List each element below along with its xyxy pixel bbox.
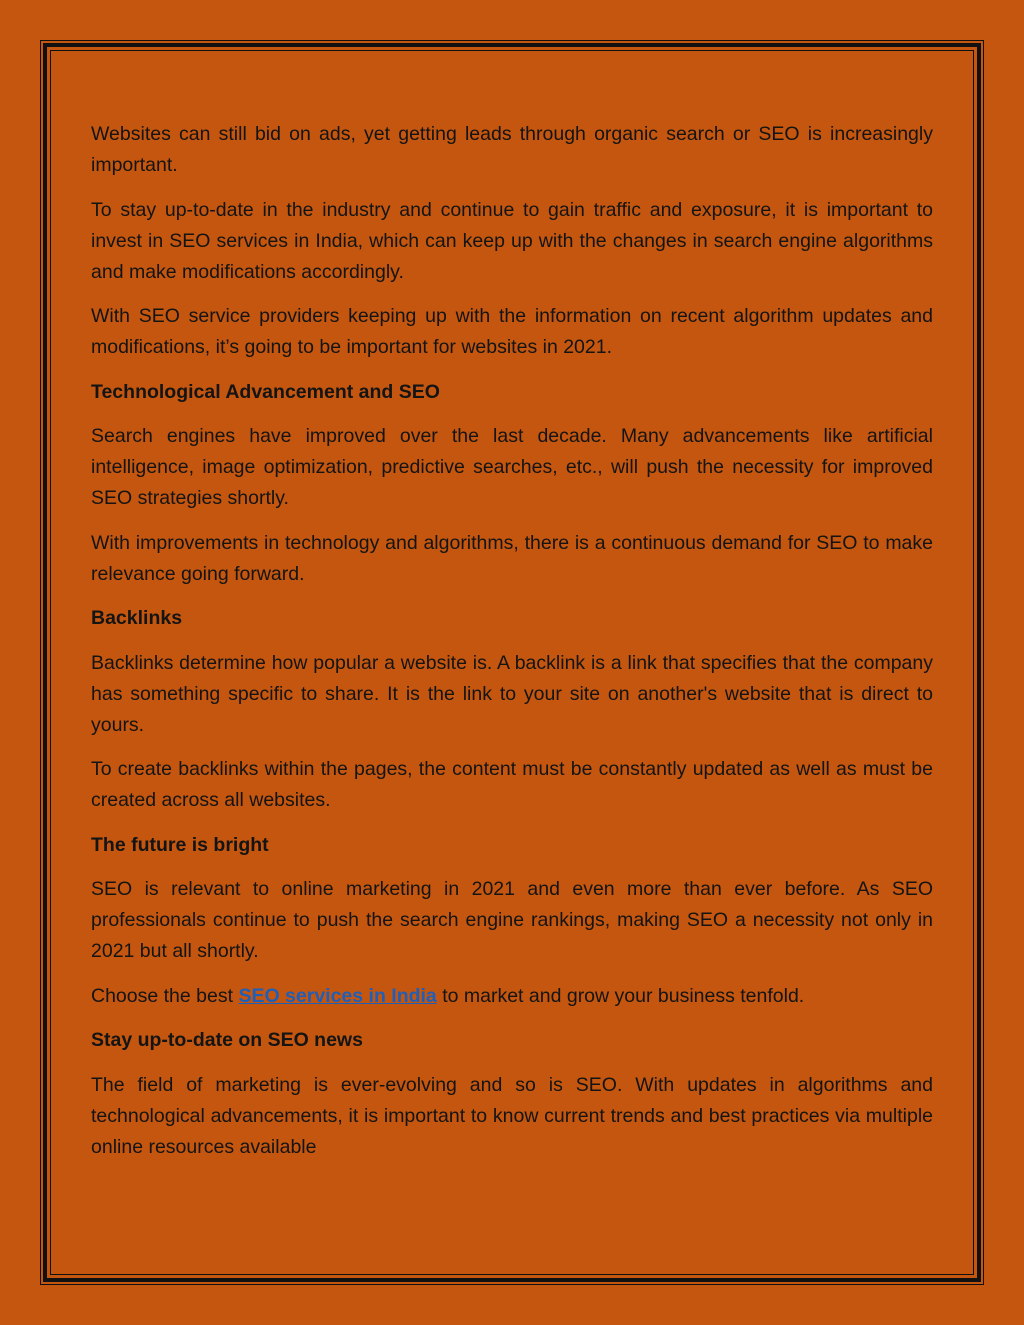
paragraph-providers: With SEO service providers keeping up with the information on recent algorithm updates and modifications, it’s going to be important for websites in 2021.: [91, 305, 933, 358]
heading-stay-up-to-date: Stay up-to-date on SEO news: [91, 1029, 363, 1051]
heading-backlinks: Backlinks: [91, 607, 183, 629]
heading-technological-advancement: Technological Advancement and SEO: [91, 380, 440, 403]
paragraph-choose-best: [91, 981, 933, 1012]
paragraph-intro: Websites can still bid on ads, yet getting leads through organic search or SEO is increasingly important.: [91, 123, 933, 176]
choose-best-prefix: Choose the best: [91, 984, 239, 1007]
choose-best-suffix: to market and grow your business tenfold.: [436, 984, 805, 1007]
paragraph-create-backlinks: To create backlinks within the pages, the content must be constantly updated as well as must be created across all websites.: [91, 758, 933, 811]
heading-future-bright: The future is bright: [91, 833, 269, 856]
paragraph-improvements: With improvements in technology and algorithms, there is a continuous demand for SEO to make relevance going forward.: [91, 531, 933, 585]
paragraph-search-engines: Search engines have improved over the last decade. Many advancements like artificial intelligence, image optimization, predictive searches, etc., will push the necessity for improved SEO strategies shortly.: [91, 425, 933, 509]
seo-services-link[interactable]: SEO services in India: [238, 984, 437, 1007]
paragraph-field-of-marketing: The field of marketing is ever-evolving and so is SEO. With updates in algorithms and technological advancements, it is important to know current trends and best practices via multiple online resources available: [91, 1073, 933, 1158]
paragraph-backlinks-definition: Backlinks determine how popular a website is. A backlink is a link that specifies that the company has something specific to share. It is the link to your site on another's website that is direct to yours.: [91, 651, 933, 736]
paragraph-invest: To stay up-to-date in the industry and continue to gain traffic and exposure, it is important to invest in SEO services in India, which can keep up with the changes in search engine algorithms and make modifications accordingly.: [91, 198, 933, 283]
paragraph-seo-relevant: SEO is relevant to online marketing in 2021 and even more than ever before. As SEO professionals continue to push the search engine rankings, making SEO a necessity not only in 2021 but all shortly.: [91, 878, 933, 962]
document-body: [91, 119, 933, 1176]
